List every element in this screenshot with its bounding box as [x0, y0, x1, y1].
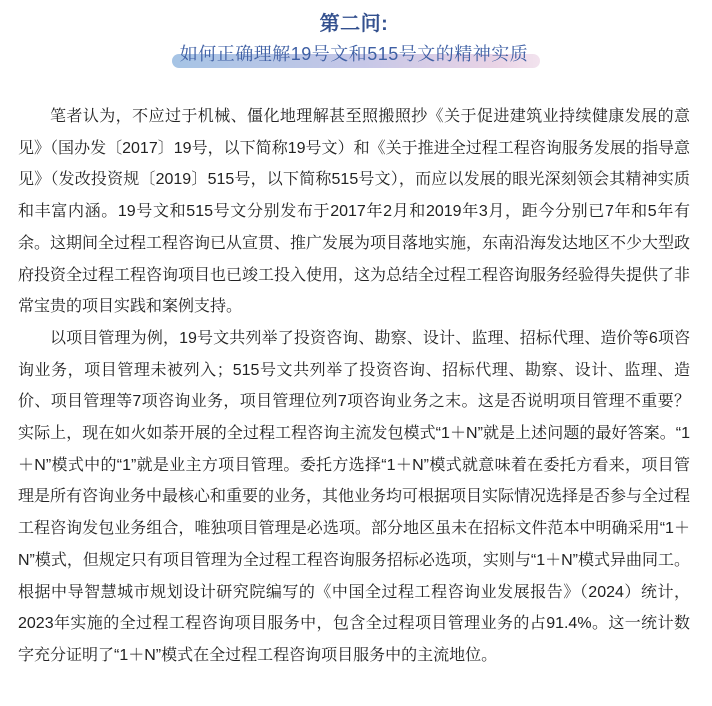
article-body [18, 101, 690, 672]
page-subtitle-text: 如何正确理解19号文和515号文的精神实质 [179, 44, 529, 64]
page-title: 第二问: [319, 13, 389, 35]
paragraph-2: 以项目管理为例，19号文共列举了投资咨询、勘察、设计、监理、招标代理、造价等6项咨询业务，项目管理未被列入；515号文共列举了投资咨询、招标代理、勘察、设计、监理、造价、项目管理等7项咨询业务，项目管理位列7项咨询业务之末。这是否说明项目管理不重要？实际上，现在如火如荼开展的全过程工程咨询主流发包模式“1＋N”就是上述问题的最好答案。“1＋N”模式中的“1”就是业主方项目管理。委托方选择“1＋N”模式就意味着在委托方看来，项目管理是所有咨询业务中最核心和重要的业务，其他业务均可根据项目实际情况选择是否参与全过程工程咨询发包业务组合，唯独项目管理是必选项。部分地区虽未在招标文件范本中明确采用“1＋N”模式，但规定只有项目管理为全过程工程咨询服务招标必选项，实则与“1＋N”模式异曲同工。根据中导智慧城市规划设计研究院编写的《中国全过程工程咨询业发展报告》（2024）统计，2023年实施的全过程工程咨询项目服务中，包含全过程项目管理业务的占91.4%。这一统计数字充分证明了“1＋N”模式在全过程工程咨询项目服务中的主流地位。 [18, 329, 691, 664]
paragraph-1: 笔者认为，不应过于机械、僵化地理解甚至照搬照抄《关于促进建筑业持续健康发展的意见》（国办发〔2017〕19号，以下简称19号文）和《关于推进全过程工程咨询服务发展的指导意见》（发改投资规〔2019〕515号，以下简称515号文），而应以发展的眼光深刻领会其精神实质和丰富内涵。19号文和515号文分别发布于2017年2月和2019年3月，距今分别已7年和5年有余。这期间全过程工程咨询已从宣贯、推广发展为项目落地实施，东南沿海发达地区不少大型政府投资全过程工程咨询项目也已竣工投入使用，这为总结全过程工程咨询服务经验得失提供了非常宝贵的项目实践和案例支持。 [18, 108, 691, 316]
page-subtitle [180, 44, 529, 64]
subtitle-row [18, 44, 690, 65]
